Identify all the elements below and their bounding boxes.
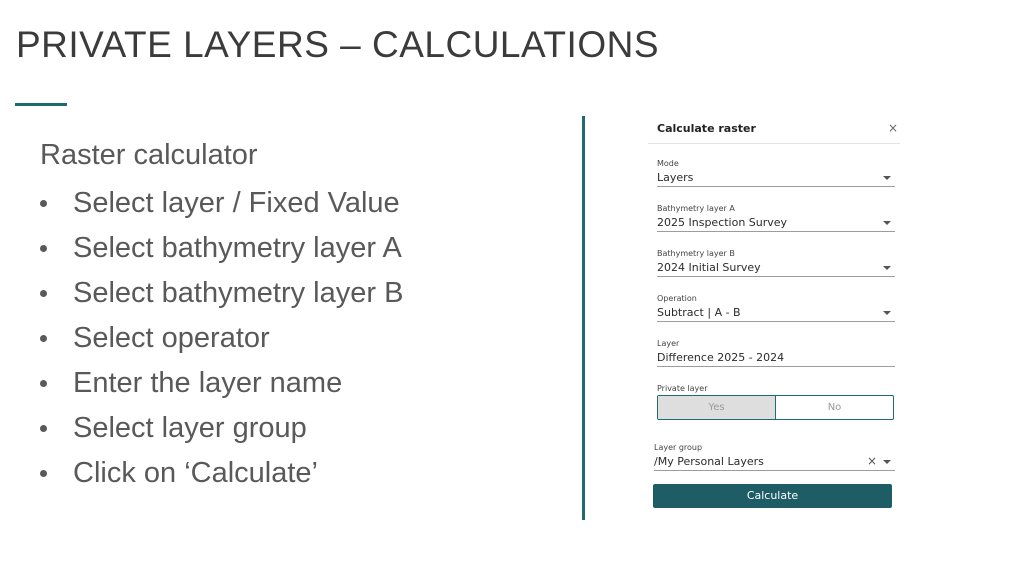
mode-field[interactable] [657,158,895,187]
bullet-dot-icon [40,470,47,477]
vertical-divider [582,116,585,520]
slide-title: PRIVATE LAYERS – CALCULATIONS [16,24,659,65]
calculate-raster-panel [648,112,903,512]
chevron-down-icon[interactable] [883,176,891,180]
layer-b-select[interactable]: 2024 Initial Survey [657,259,895,277]
chevron-down-icon[interactable] [883,266,891,270]
bullet-dot-icon [40,200,47,207]
bullet-dot-icon [40,380,47,387]
bullet-dot-icon [40,245,47,252]
bullet-dot-icon [40,290,47,297]
bullet-item: Select bathymetry layer A [40,226,403,271]
private-layer-toggle[interactable] [657,395,894,420]
chevron-down-icon[interactable] [883,311,891,315]
bullet-item: Select layer group [40,406,403,451]
calculate-button[interactable]: Calculate [653,484,892,508]
bullet-item: Select bathymetry layer B [40,271,403,316]
operation-label: Operation [657,294,697,303]
bullet-item: Enter the layer name [40,361,403,406]
subheading: Raster calculator [40,139,258,171]
panel-title: Calculate raster [657,122,756,135]
bullet-item: Click on ‘Calculate’ [40,451,403,496]
layer-a-field[interactable] [657,203,895,232]
private-layer-yes-option[interactable]: Yes [658,396,776,419]
layer-b-field[interactable] [657,248,895,277]
bullet-content [40,137,403,496]
operation-field[interactable] [657,293,895,322]
operation-select[interactable]: Subtract | A - B [657,304,895,322]
layer-name-label: Layer [657,339,680,348]
mode-label: Mode [657,159,679,168]
private-layer-no-option[interactable]: No [827,402,842,413]
layer-group-field[interactable] [654,442,895,471]
clear-icon[interactable]: × [866,454,877,468]
chevron-down-icon[interactable] [883,460,891,464]
close-icon[interactable]: × [887,121,898,135]
layer-a-label: Bathymetry layer A [657,204,735,213]
layer-name-field[interactable] [657,338,895,367]
layer-group-label: Layer group [654,443,703,452]
layer-b-label: Bathymetry layer B [657,249,735,258]
layer-name-input[interactable]: Difference 2025 - 2024 [657,349,895,367]
bullet-list [40,181,403,496]
chevron-down-icon[interactable] [883,221,891,225]
bullet-dot-icon [40,425,47,432]
panel-header [648,112,900,144]
layer-a-select[interactable]: 2025 Inspection Survey [657,214,895,232]
private-layer-field [657,383,895,394]
bullet-item: Select operator [40,316,403,361]
mode-select[interactable]: Layers [657,169,895,187]
title-underline [15,103,67,106]
bullet-item: Select layer / Fixed Value [40,181,403,226]
private-layer-label: Private layer [657,384,708,393]
layer-group-select[interactable]: /My Personal Layers × [654,453,895,471]
bullet-dot-icon [40,335,47,342]
